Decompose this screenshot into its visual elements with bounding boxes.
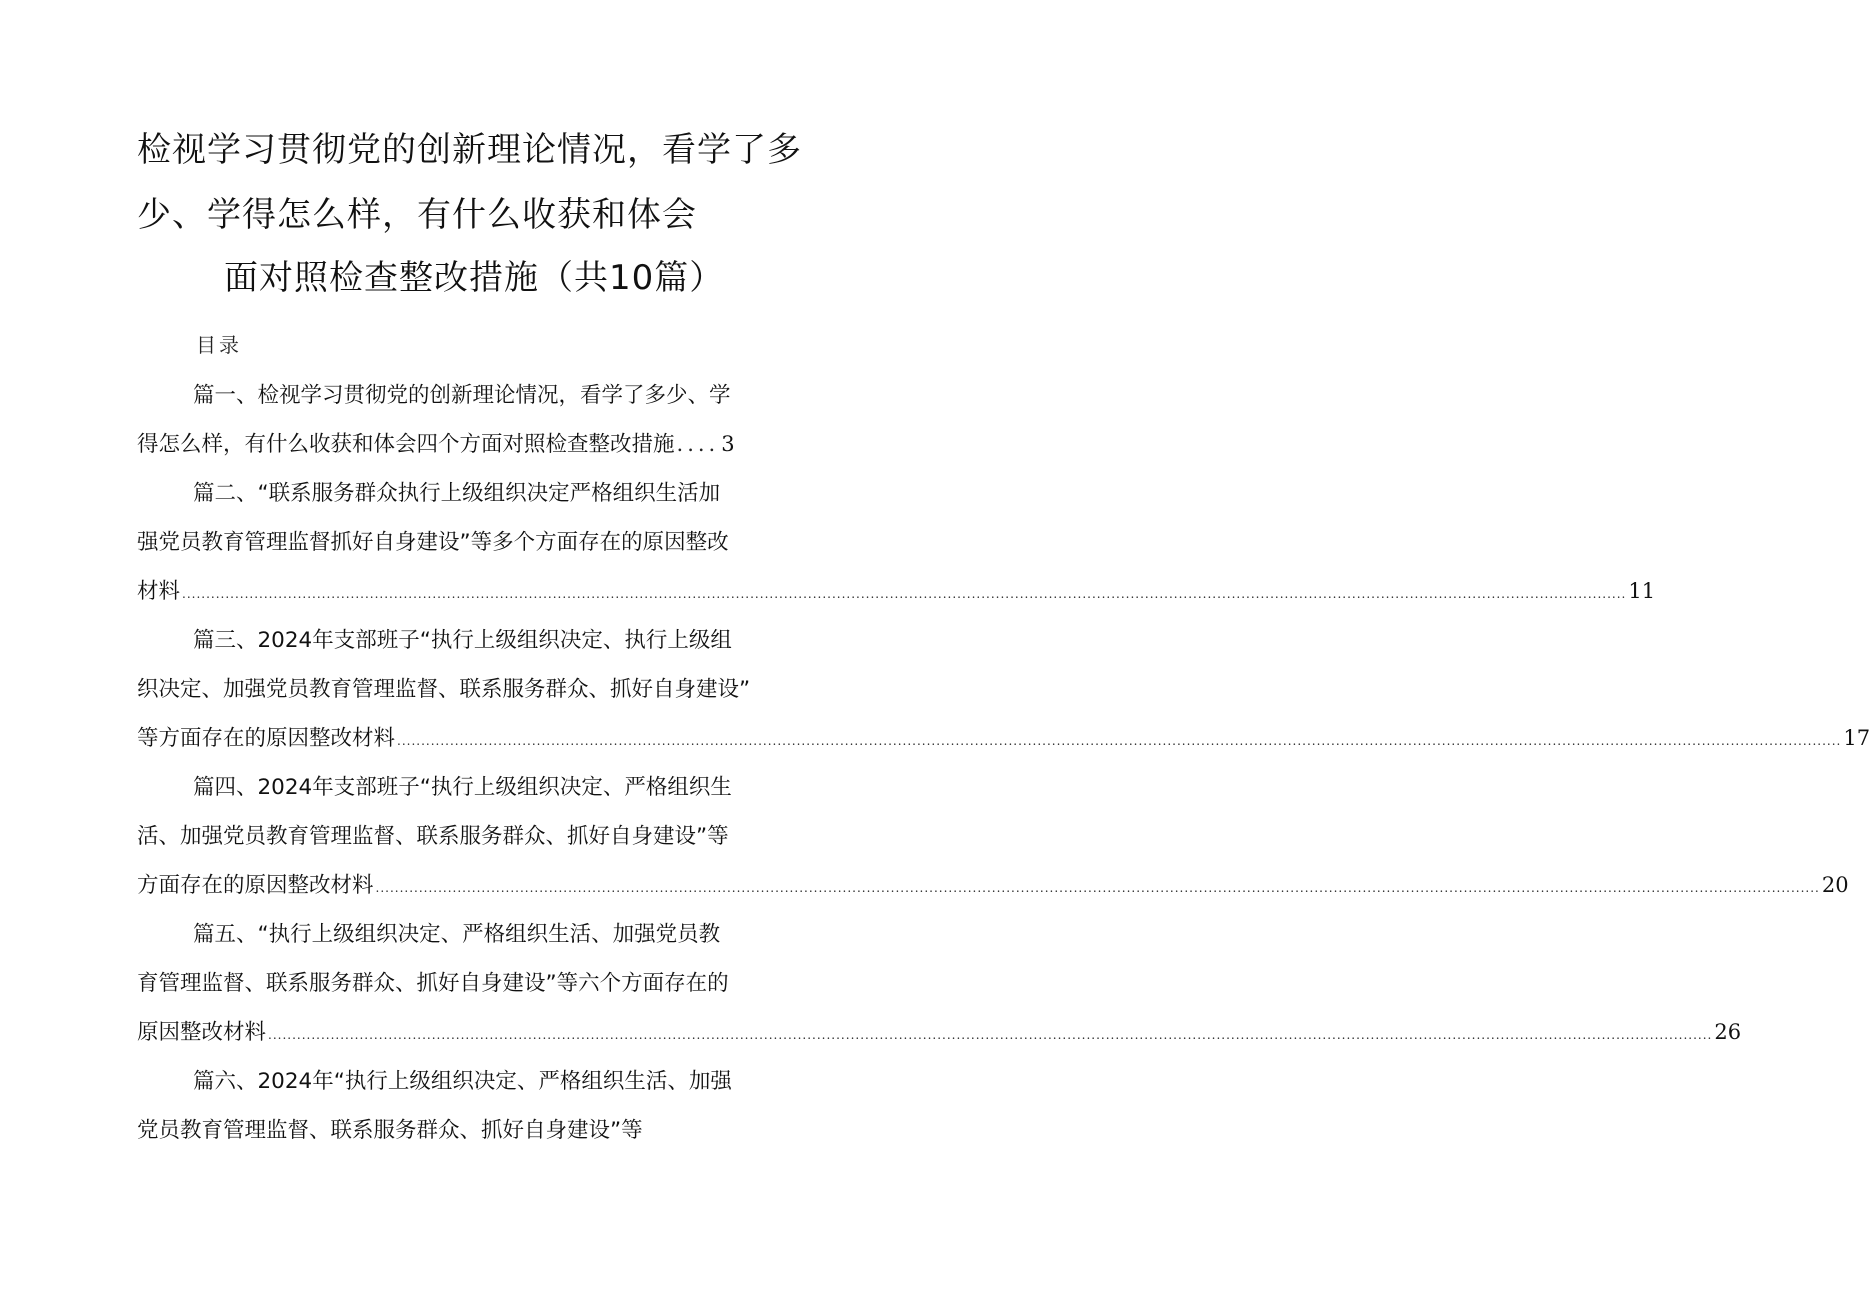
toc-page-number: 17 xyxy=(1843,726,1870,750)
toc-page-number: 20 xyxy=(1821,873,1849,897)
toc-leader-dots: .... xyxy=(676,432,720,456)
toc-page-number: 26 xyxy=(1714,1020,1742,1044)
toc-entry-text: 强党员教育管理监督抓好自身建设”等多个方面存在的原因整改 xyxy=(137,530,729,555)
toc-entry-3[interactable] xyxy=(137,616,1870,763)
toc-entry-text: 篇三、2024年支部班子“执行上级组织决定、执行上级组 xyxy=(193,628,732,653)
toc-entry-text: 原因整改材料 xyxy=(137,1020,267,1045)
toc-heading: 目录 xyxy=(196,333,242,357)
toc-leader-dots: ............................................................................................................................................................................................................................................................................................................ xyxy=(182,587,1627,601)
toc-entry-4[interactable] xyxy=(137,763,1849,910)
document-title-line-3: 面对照检查整改措施（共10篇） xyxy=(224,258,725,298)
toc-page-number: 3 xyxy=(721,432,735,456)
toc-entry-text: 等方面存在的原因整改材料 xyxy=(137,726,396,751)
toc-entry-text: 篇二、“联系服务群众执行上级组织决定严格组织生活加 xyxy=(193,481,721,506)
toc-entry-text: 方面存在的原因整改材料 xyxy=(137,873,374,898)
document-title-line-2: 少、学得怎么样，有什么收获和体会 xyxy=(137,195,697,235)
toc-leader-dots: ............................................................................................................................................................................................................................................................................................................ xyxy=(397,734,1842,748)
toc-entry-5[interactable] xyxy=(137,910,1742,1057)
toc-entry-text: 党员教育管理监督、联系服务群众、抓好自身建设”等 xyxy=(137,1118,643,1143)
toc-entry-text: 织决定、加强党员教育管理监督、联系服务群众、抓好自身建设” xyxy=(137,677,751,702)
toc-entry-last-line xyxy=(137,861,1849,910)
toc-entry-text: 篇五、“执行上级组织决定、严格组织生活、加强党员教 xyxy=(193,922,721,947)
document-title-line-1: 检视学习贯彻党的创新理论情况，看学了多 xyxy=(137,130,802,170)
toc-entry-last-line xyxy=(137,1008,1742,1057)
toc-entry-last-line xyxy=(137,420,785,469)
toc-page-number: 11 xyxy=(1628,579,1656,603)
toc-leader-dots: ............................................................................................................................................................................................................................................................................................................ xyxy=(268,1028,1713,1042)
toc-entry-1[interactable] xyxy=(137,371,785,469)
toc-entry-2[interactable] xyxy=(137,469,1656,616)
toc-entry-text: 材料 xyxy=(137,579,181,604)
toc-entry-last-line xyxy=(137,714,1870,763)
toc-entry-text: 活、加强党员教育管理监督、联系服务群众、抓好自身建设”等 xyxy=(137,824,729,849)
toc-entry-text: 得怎么样，有什么收获和体会四个方面对照检查整改措施 xyxy=(137,432,675,457)
toc-entry-last-line xyxy=(137,567,1656,616)
toc-entry-text: 育管理监督、联系服务群众、抓好自身建设”等六个方面存在的 xyxy=(137,971,729,996)
toc-entry-text: 篇四、2024年支部班子“执行上级组织决定、严格组织生 xyxy=(193,775,732,800)
toc-entry-6[interactable] xyxy=(137,1057,785,1155)
toc-entry-text: 篇一、检视学习贯彻党的创新理论情况，看学了多少、学 xyxy=(193,383,731,408)
toc-entry-text: 篇六、2024年“执行上级组织决定、严格组织生活、加强 xyxy=(193,1069,732,1094)
toc-leader-dots: ............................................................................................................................................................................................................................................................................................................ xyxy=(375,881,1820,895)
